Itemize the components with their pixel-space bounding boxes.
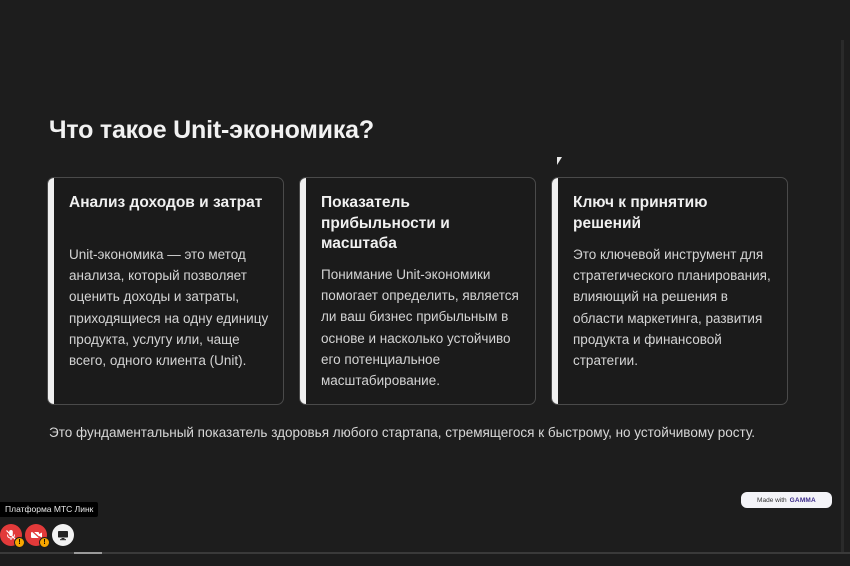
card-heading: Анализ доходов и затрат — [69, 194, 263, 211]
card-body: Понимание Unit-экономики помогает определить, является ли ваш бизнес прибыльным в основе и насколько устойчиво его потенциальное масштабирование. — [321, 267, 519, 389]
card-body: Это ключевой инструмент для стратегического планирования, влияющий на решения в области маркетинга, развития продукта и финансовой стратегии. — [573, 247, 771, 369]
card-accent-bar — [300, 178, 306, 404]
progress-indicator — [74, 552, 102, 554]
screen-share-icon — [57, 530, 69, 541]
screen-share-button[interactable] — [52, 524, 74, 546]
warning-badge: ! — [39, 537, 50, 548]
card-body: Unit-экономика — это метод анализа, который позволяет оценить доходы и затраты, приходящиеся на одну единицу продукта, услугу или, чаще всего, одного клиента (Unit). — [69, 247, 269, 369]
card-decision-key — [551, 177, 788, 405]
camera-toggle-button[interactable] — [25, 524, 47, 546]
gamma-logo: GAMMA — [789, 496, 816, 504]
card-accent-bar — [552, 178, 558, 404]
card-income-analysis — [47, 177, 284, 405]
progress-track — [0, 552, 850, 554]
card-heading: Показатель прибыльности и масштаба — [321, 194, 450, 252]
warning-badge: ! — [14, 537, 25, 548]
platform-label: Платформа МТС Линк — [0, 502, 98, 517]
slide-footer-text: Это фундаментальный показатель здоровья любого стартапа, стремящегося к быстрому, но устойчивому росту. — [49, 425, 756, 440]
slide-title: Что такое Unit-экономика? — [49, 116, 374, 144]
made-with-label: Made with — [757, 496, 787, 504]
mouse-cursor-icon — [557, 157, 562, 165]
card-profitability — [299, 177, 536, 405]
card-accent-bar — [48, 178, 54, 404]
card-heading: Ключ к принятию решений — [573, 194, 708, 232]
made-with-gamma-badge[interactable] — [741, 492, 832, 508]
slide-edge — [841, 40, 844, 552]
microphone-toggle-button[interactable] — [0, 524, 22, 546]
